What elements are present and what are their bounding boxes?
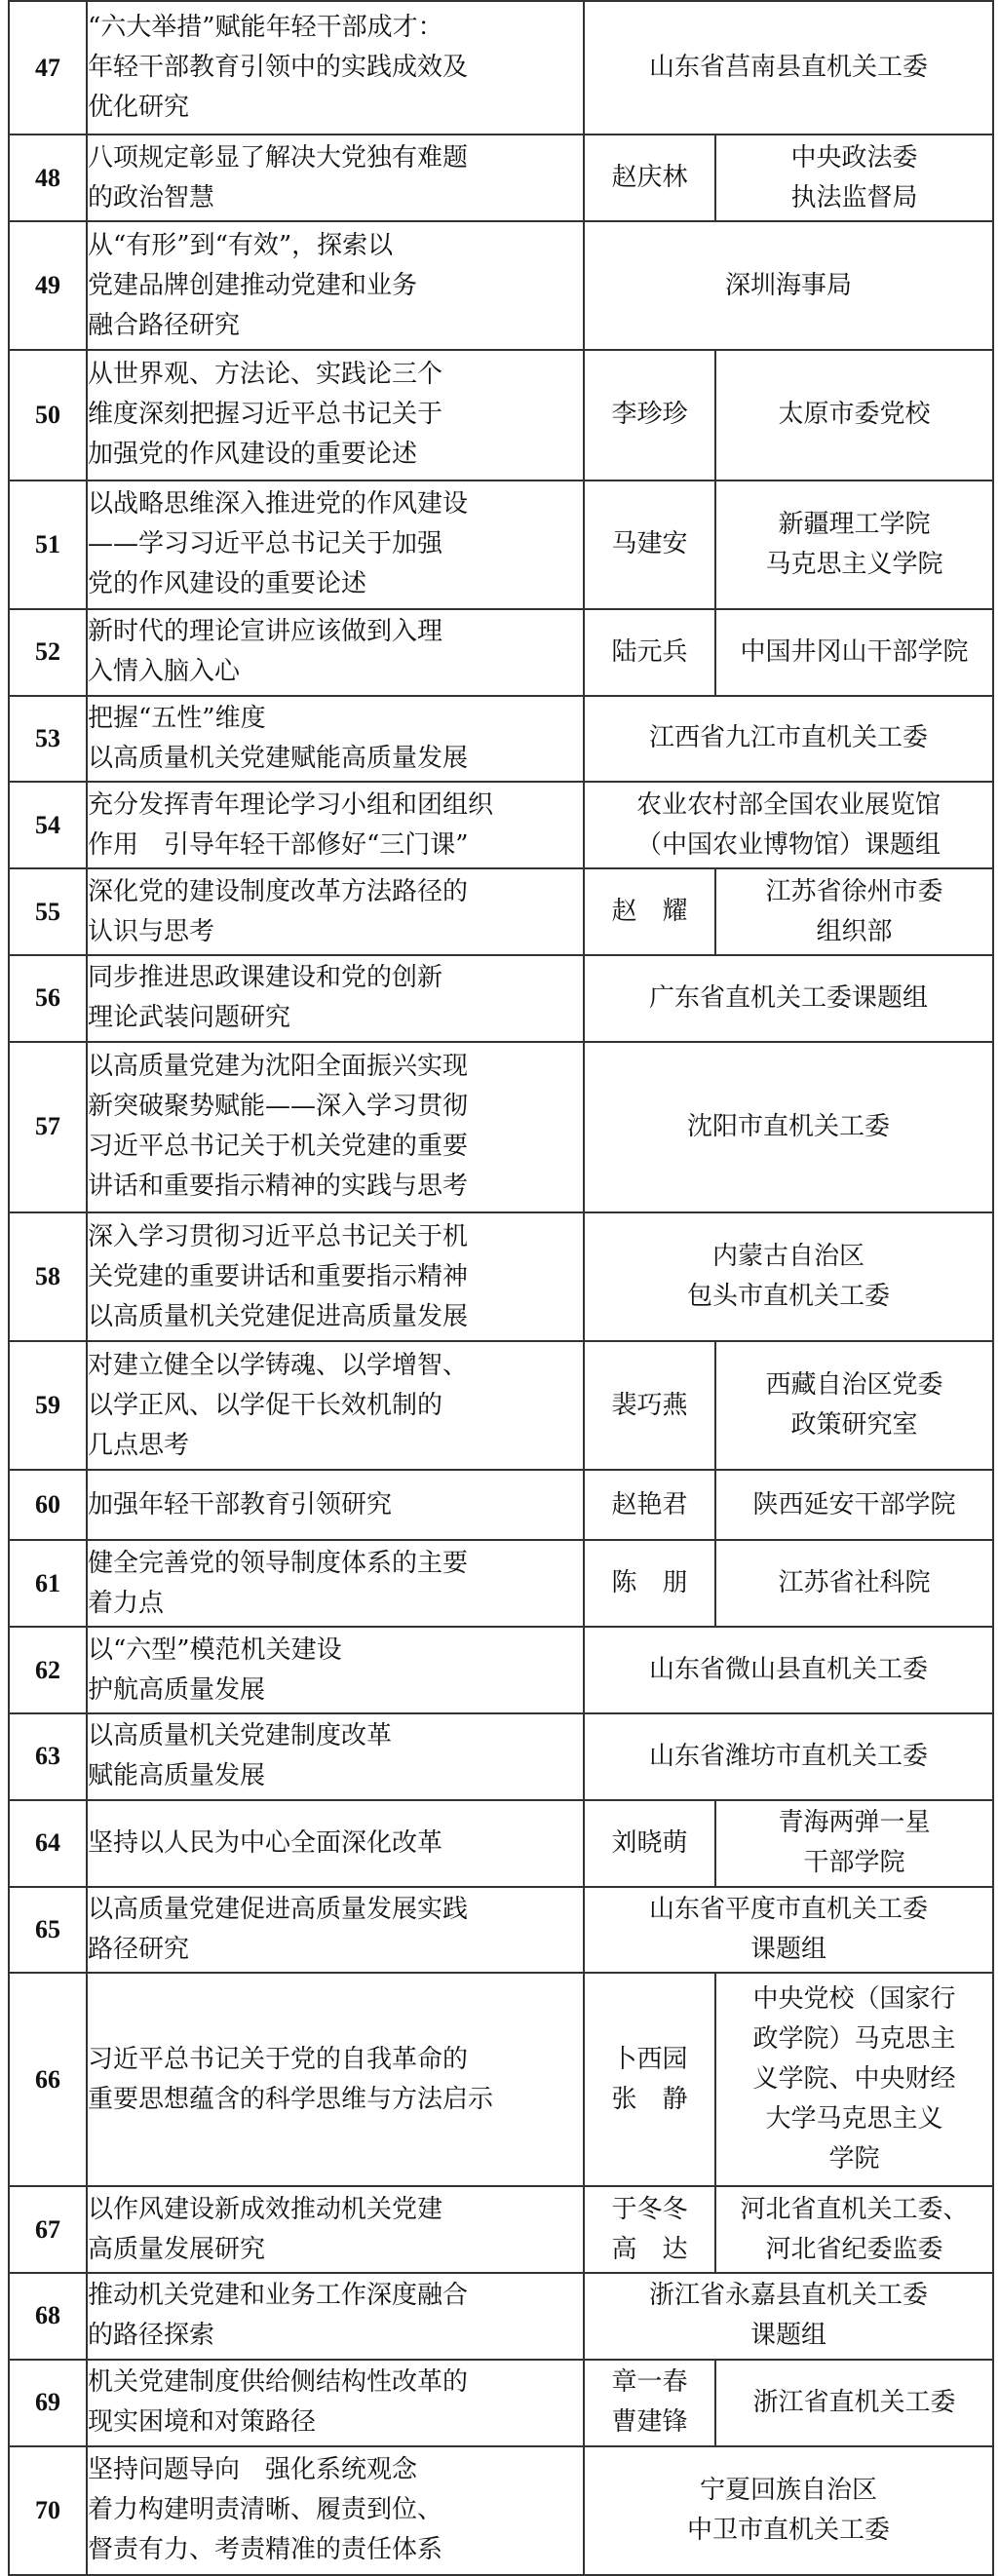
entry-unit: 新疆理工学院 马克思主义学院 [715,481,993,609]
entry-number: 55 [9,868,87,955]
entry-unit: 河北省直机关工委、 河北省纪委监委 [715,2186,993,2273]
table-row [9,221,993,350]
entry-unit: 西藏自治区党委 政策研究室 [715,1341,993,1470]
entry-unit: 青海两弹一星 干部学院 [715,1800,993,1887]
entry-organization: 山东省平度市直机关工委 课题组 [584,1887,993,1974]
entry-title: 以高质量党建促进高质量发展实践 路径研究 [87,1887,584,1974]
entry-unit: 太原市委党校 [715,350,993,480]
entry-number: 63 [9,1713,87,1800]
entry-title: 从世界观、方法论、实践论三个 维度深刻把握习近平总书记关于 加强党的作风建设的重要论述 [87,350,584,480]
entry-unit: 江苏省徐州市委 组织部 [715,868,993,955]
entry-title: 把握“五性”维度 以高质量机关党建赋能高质量发展 [87,696,584,783]
entry-unit: 中央党校（国家行 政学院）马克思主 义学院、中央财经 大学马克思主义 学院 [715,1973,993,2186]
entry-number: 64 [9,1800,87,1887]
entry-title: 以战略思维深入推进党的作风建设 ——学习习近平总书记关于加强 党的作风建设的重要论述 [87,481,584,609]
entry-number: 69 [9,2360,87,2446]
awards-table [8,0,994,2576]
entry-title: 坚持问题导向 强化系统观念 着力构建明责清晰、履责到位、 督责有力、考责精准的责任体系 [87,2446,584,2575]
entry-author: 裴巧燕 [584,1341,715,1470]
entry-organization: 内蒙古自治区 包头市直机关工委 [584,1212,993,1341]
entry-organization: 山东省莒南县直机关工委 [584,1,993,135]
entry-title: 充分发挥青年理论学习小组和团组织 作用 引导年轻干部修好“三门课” [87,782,584,868]
table-row [9,782,993,868]
entry-organization: 江西省九江市直机关工委 [584,696,993,783]
table-row [9,1341,993,1470]
entry-title: 以高质量机关党建制度改革 赋能高质量发展 [87,1713,584,1800]
entry-number: 50 [9,350,87,480]
entry-author: 陆元兵 [584,609,715,696]
entry-title: 以作风建设新成效推动机关党建 高质量发展研究 [87,2186,584,2273]
table-row [9,2446,993,2575]
entry-title: 加强年轻干部教育引领研究 [87,1470,584,1540]
table-row [9,955,993,1042]
entry-title: 深入学习贯彻习近平总书记关于机 关党建的重要讲话和重要指示精神 以高质量机关党建促进高质量发展 [87,1212,584,1341]
entry-organization: 深圳海事局 [584,221,993,350]
table-row [9,1973,993,2186]
table-row [9,1627,993,1713]
entry-unit: 中国井冈山干部学院 [715,609,993,696]
entry-unit: 浙江省直机关工委 [715,2360,993,2446]
table-row [9,1540,993,1627]
table-row [9,1042,993,1213]
entry-title: 机关党建制度供给侧结构性改革的 现实困境和对策路径 [87,2360,584,2446]
entry-title: 深化党的建设制度改革方法路径的 认识与思考 [87,868,584,955]
entry-number: 66 [9,1973,87,2186]
entry-number: 54 [9,782,87,868]
table-row [9,868,993,955]
entry-title: 坚持以人民为中心全面深化改革 [87,1800,584,1887]
table-row [9,1800,993,1887]
entry-author: 李珍珍 [584,350,715,480]
entry-number: 51 [9,481,87,609]
entry-number: 52 [9,609,87,696]
entry-title: 新时代的理论宣讲应该做到入理 入情入脑入心 [87,609,584,696]
entry-author: 赵 耀 [584,868,715,955]
entry-number: 57 [9,1042,87,1213]
table-row [9,481,993,609]
entry-author: 于冬冬 高 达 [584,2186,715,2273]
entry-number: 62 [9,1627,87,1713]
table-row [9,2273,993,2360]
entry-title: 对建立健全以学铸魂、以学增智、 以学正风、以学促干长效机制的 几点思考 [87,1341,584,1470]
entry-number: 49 [9,221,87,350]
entry-organization: 广东省直机关工委课题组 [584,955,993,1042]
entry-title: 同步推进思政课建设和党的创新 理论武装问题研究 [87,955,584,1042]
entry-author: 马建安 [584,481,715,609]
entry-title: 以“六型”模范机关建设 护航高质量发展 [87,1627,584,1713]
entry-author: 陈 朋 [584,1540,715,1627]
table-row [9,1,993,135]
entry-author: 卜西园 张 静 [584,1973,715,2186]
table-row [9,350,993,480]
entry-number: 67 [9,2186,87,2273]
entry-number: 48 [9,135,87,221]
table-row [9,1212,993,1341]
entry-unit: 中央政法委 执法监督局 [715,135,993,221]
table-row [9,2360,993,2446]
entry-organization: 宁夏回族自治区 中卫市直机关工委 [584,2446,993,2575]
entry-number: 65 [9,1887,87,1974]
table-row [9,1887,993,1974]
table-row [9,1713,993,1800]
entry-number: 59 [9,1341,87,1470]
entry-organization: 沈阳市直机关工委 [584,1042,993,1213]
entry-organization: 浙江省永嘉县直机关工委 课题组 [584,2273,993,2360]
entry-number: 58 [9,1212,87,1341]
entry-number: 68 [9,2273,87,2360]
awards-table-body [9,1,993,2575]
entry-number: 53 [9,696,87,783]
entry-organization: 农业农村部全国农业展览馆 （中国农业博物馆）课题组 [584,782,993,868]
table-row [9,696,993,783]
table-row [9,2186,993,2273]
entry-title: 以高质量党建为沈阳全面振兴实现 新突破聚势赋能——深入学习贯彻 习近平总书记关于机关党建的重要 讲话和重要指示精神的实践与思考 [87,1042,584,1213]
entry-title: 从“有形”到“有效”，探索以 党建品牌创建推动党建和业务 融合路径研究 [87,221,584,350]
table-row [9,1470,993,1540]
entry-author: 赵庆林 [584,135,715,221]
entry-number: 70 [9,2446,87,2575]
entry-author: 刘晓萌 [584,1800,715,1887]
entry-number: 60 [9,1470,87,1540]
entry-title: 八项规定彰显了解决大党独有难题 的政治智慧 [87,135,584,221]
entry-number: 61 [9,1540,87,1627]
table-row [9,609,993,696]
entry-unit: 陕西延安干部学院 [715,1470,993,1540]
entry-title: 习近平总书记关于党的自我革命的 重要思想蕴含的科学思维与方法启示 [87,1973,584,2186]
entry-title: “六大举措”赋能年轻干部成才： 年轻干部教育引领中的实践成效及 优化研究 [87,1,584,135]
entry-title: 健全完善党的领导制度体系的主要 着力点 [87,1540,584,1627]
entry-unit: 江苏省社科院 [715,1540,993,1627]
table-row [9,135,993,221]
entry-title: 推动机关党建和业务工作深度融合 的路径探索 [87,2273,584,2360]
entry-number: 47 [9,1,87,135]
entry-author: 赵艳君 [584,1470,715,1540]
entry-organization: 山东省潍坊市直机关工委 [584,1713,993,1800]
entry-author: 章一春 曹建锋 [584,2360,715,2446]
entry-organization: 山东省微山县直机关工委 [584,1627,993,1713]
entry-number: 56 [9,955,87,1042]
